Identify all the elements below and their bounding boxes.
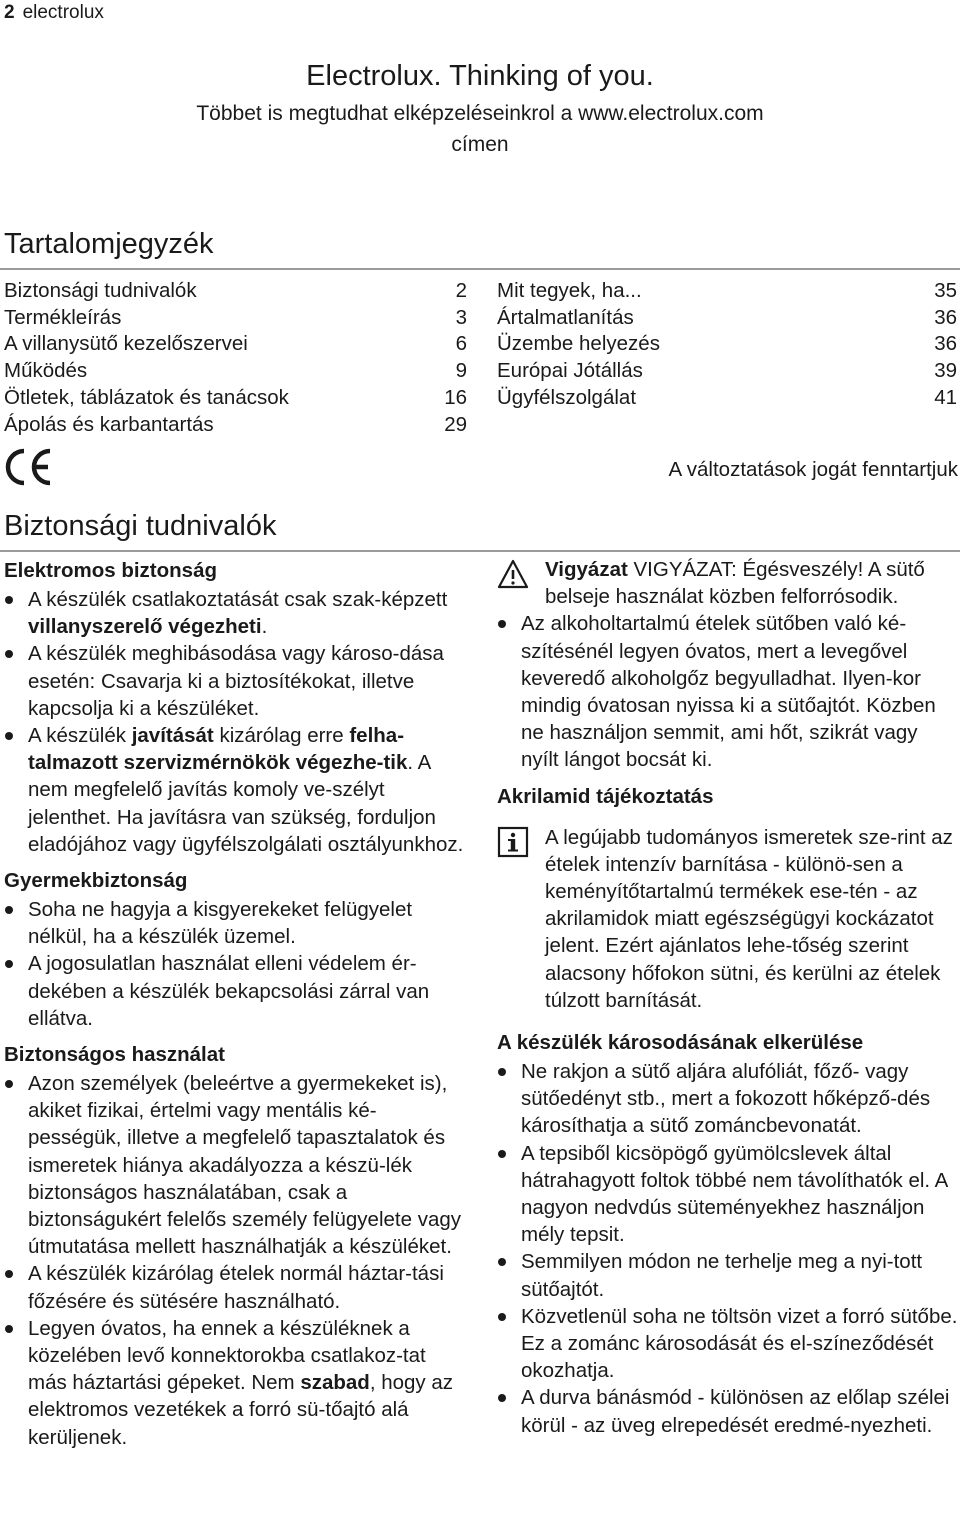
- section-title: Biztonsági tudnivalók: [4, 510, 277, 542]
- toc-label: Mit tegyek, ha...: [497, 279, 642, 302]
- toc-row[interactable]: [4, 305, 467, 332]
- toc-row[interactable]: [4, 278, 467, 305]
- subtitle: [120, 98, 840, 160]
- toc-label: Ötletek, táblázatok és tanácsok: [4, 385, 289, 409]
- subtitle-line: Többet is megtudhat elképzeléseinkrol a www.electrolux.com: [196, 102, 764, 125]
- list-item: Ne rakjon a sütő aljára alufóliát, főző- vagy sütőedényt stb., mert a fokozott hőképző-dés károsíthatja a sütő zománcbevonatát.: [497, 1058, 958, 1140]
- bullet-list: [497, 1058, 958, 1439]
- toc-page: 36: [934, 332, 957, 356]
- toc-row[interactable]: [497, 305, 957, 332]
- list-item: A tepsiből kicsöpögő gyümölcslevek által hátrahagyott foltok többé nem távolíthatók el. A nagyon nedvdús süteményekhez használjon mély tepsit.: [497, 1140, 958, 1249]
- toc-page: 9: [455, 359, 467, 383]
- toc-row[interactable]: [497, 278, 957, 305]
- list-item: A készülék csatlakoztatását csak szak-képzett villanyszerelő végezheti.: [4, 586, 470, 640]
- list-item: A durva bánásmód - különösen az előlap szélei körül - az üveg elrepedését eredmé-nyezheti.: [497, 1384, 958, 1438]
- heading-damage-prevention: A készülék károsodásának elkerülése: [497, 1031, 864, 1055]
- list-item: A jogosulatlan használat elleni védelem ér-dekében a készülék bekapcsolási zárral van ellátva.: [4, 950, 470, 1032]
- toc-label: Üzembe helyezés: [497, 332, 660, 356]
- list-item: A készülék meghibásodása vagy károso-dása esetén: Csavarja ki a biztosítékokat, illetve kapcsolja ki a készüléket.: [4, 640, 470, 722]
- list-item: Legyen óvatos, ha ennek a készüléknek a közelében levő konnektorokba csatlakoz-tat más háztartási gépeket. Nem szabad, hogy az elektromos vezetékek a forró sü-tőajtó alá kerüljenek.: [4, 1315, 470, 1451]
- toc-right: [497, 278, 957, 412]
- right-column: [497, 556, 958, 1439]
- warning-label: Vigyázat: [545, 558, 628, 581]
- toc-label: Termékleírás: [4, 305, 122, 329]
- info-icon: [497, 826, 529, 858]
- list-item: Soha ne hagyja a kisgyerekeket felügyelet nélkül, ha a készülék üzemel.: [4, 896, 470, 950]
- bullet-list: [4, 586, 470, 858]
- list-item: A készülék kizárólag ételek normál háztar-tási főzésére és sütésére használható.: [4, 1260, 470, 1314]
- page-header: [4, 2, 104, 24]
- toc-title: Tartalomjegyzék: [4, 228, 214, 260]
- toc-label: Ügyfélszolgálat: [497, 385, 637, 409]
- toc-label: Működés: [4, 359, 88, 383]
- toc-page: 2: [455, 279, 467, 302]
- list-item: Semmilyen módon ne terhelje meg a nyi-tott sütőajtót.: [497, 1248, 958, 1302]
- toc-label: A villanysütő kezelőszervei: [4, 332, 248, 356]
- toc-left: [4, 278, 467, 438]
- brand-name: electrolux: [22, 2, 104, 23]
- bullet-list: [497, 610, 958, 773]
- info-note: [497, 824, 958, 1014]
- bullet-list: [4, 1070, 470, 1451]
- toc-label: Ápolás és karbantartás: [4, 412, 214, 436]
- toc-row[interactable]: [4, 331, 467, 358]
- list-item: Azon személyek (beleértve a gyermekeket is), akiket fizikai, értelmi vagy mentális ké-pességük, illetve a megfelelő tapasztalatok és ismeretek hiánya akadályozza a készü-lék biztonságos használatában, csak a biztonságukért felelős személy felügyelete vagy útmutatása mellett használhatják a készüléket.: [4, 1070, 470, 1260]
- toc-row[interactable]: [4, 412, 467, 439]
- page-number: 2: [4, 2, 15, 23]
- toc-label: Biztonsági tudnivalók: [4, 279, 197, 302]
- heading-electrical-safety: Elektromos biztonság: [4, 559, 218, 582]
- toc-page: 36: [934, 305, 957, 329]
- toc-row[interactable]: [4, 385, 467, 412]
- toc-page: 3: [455, 305, 467, 329]
- divider: [0, 268, 960, 270]
- heading-safe-usage: Biztonságos használat: [4, 1043, 225, 1067]
- warning-text: VIGYÁZAT: Égésveszély! A sütő belseje használat közben felforrósodik.: [545, 558, 925, 609]
- toc-page: 35: [934, 279, 957, 302]
- subtitle-line: címen: [451, 133, 509, 156]
- left-column: [4, 556, 470, 1451]
- heading-child-safety: Gyermekbiztonság: [4, 869, 188, 893]
- toc-label: Ártalmatlanítás: [497, 305, 634, 329]
- toc-page: 16: [444, 385, 467, 409]
- warning-triangle-icon: [497, 558, 529, 590]
- list-item: Az alkoholtartalmú ételek sütőben való ké-szítésénél legyen óvatos, mert a levegővel keveredő alkoholgőz begyulladhat. Ilyen-kor mindig óvatosan nyissa ki a sütőajtót. Közben ne használjon semmit, ami hőt, szikrát vagy nyílt lángot bocsát ki.: [497, 610, 958, 773]
- list-item: A készülék javítását kizárólag erre felha-talmazott szervizmérnökök végezhe-tik. A nem megfelelő javítás komoly ve-szélyt jelenthet. Ha javításra van szükség, forduljon eladójához vagy ügyfélszolgálati osztályunkhoz.: [4, 722, 470, 858]
- tagline: Electrolux. Thinking of you.: [306, 60, 654, 92]
- divider: [0, 550, 960, 552]
- toc-page: 41: [934, 385, 957, 409]
- toc-label: Európai Jótállás: [497, 359, 643, 383]
- toc-row[interactable]: [497, 358, 957, 385]
- toc-row[interactable]: [497, 331, 957, 358]
- bullet-list: [4, 896, 470, 1032]
- ce-mark-icon: [4, 448, 54, 486]
- info-text: A legújabb tudományos ismeretek sze-rint az ételek intenzív barnítása - különö-sen a keményítőtartalmú termékek ese-tén - az akrilamidok miatt egészségügyi kockázatot jelent. Ezért ajánlatos lehe-tőség szerint alacsony hőfokon sütni, és kerülni az ételek túlzott barnítását.: [545, 825, 953, 1012]
- toc-row[interactable]: [497, 385, 957, 412]
- toc-page: 29: [444, 412, 467, 436]
- warning-note: [497, 556, 958, 610]
- heading-acrylamide: Akrilamid tájékoztatás: [497, 784, 714, 808]
- toc-page: 39: [934, 359, 957, 383]
- toc-page: 6: [455, 332, 467, 356]
- toc-row[interactable]: [4, 358, 467, 385]
- rights-notice: A változtatások jogát fenntartjuk: [668, 458, 958, 481]
- list-item: Közvetlenül soha ne töltsön vizet a forró sütőbe. Ez a zománc károsodását és el-színeződését okozhatja.: [497, 1303, 958, 1385]
